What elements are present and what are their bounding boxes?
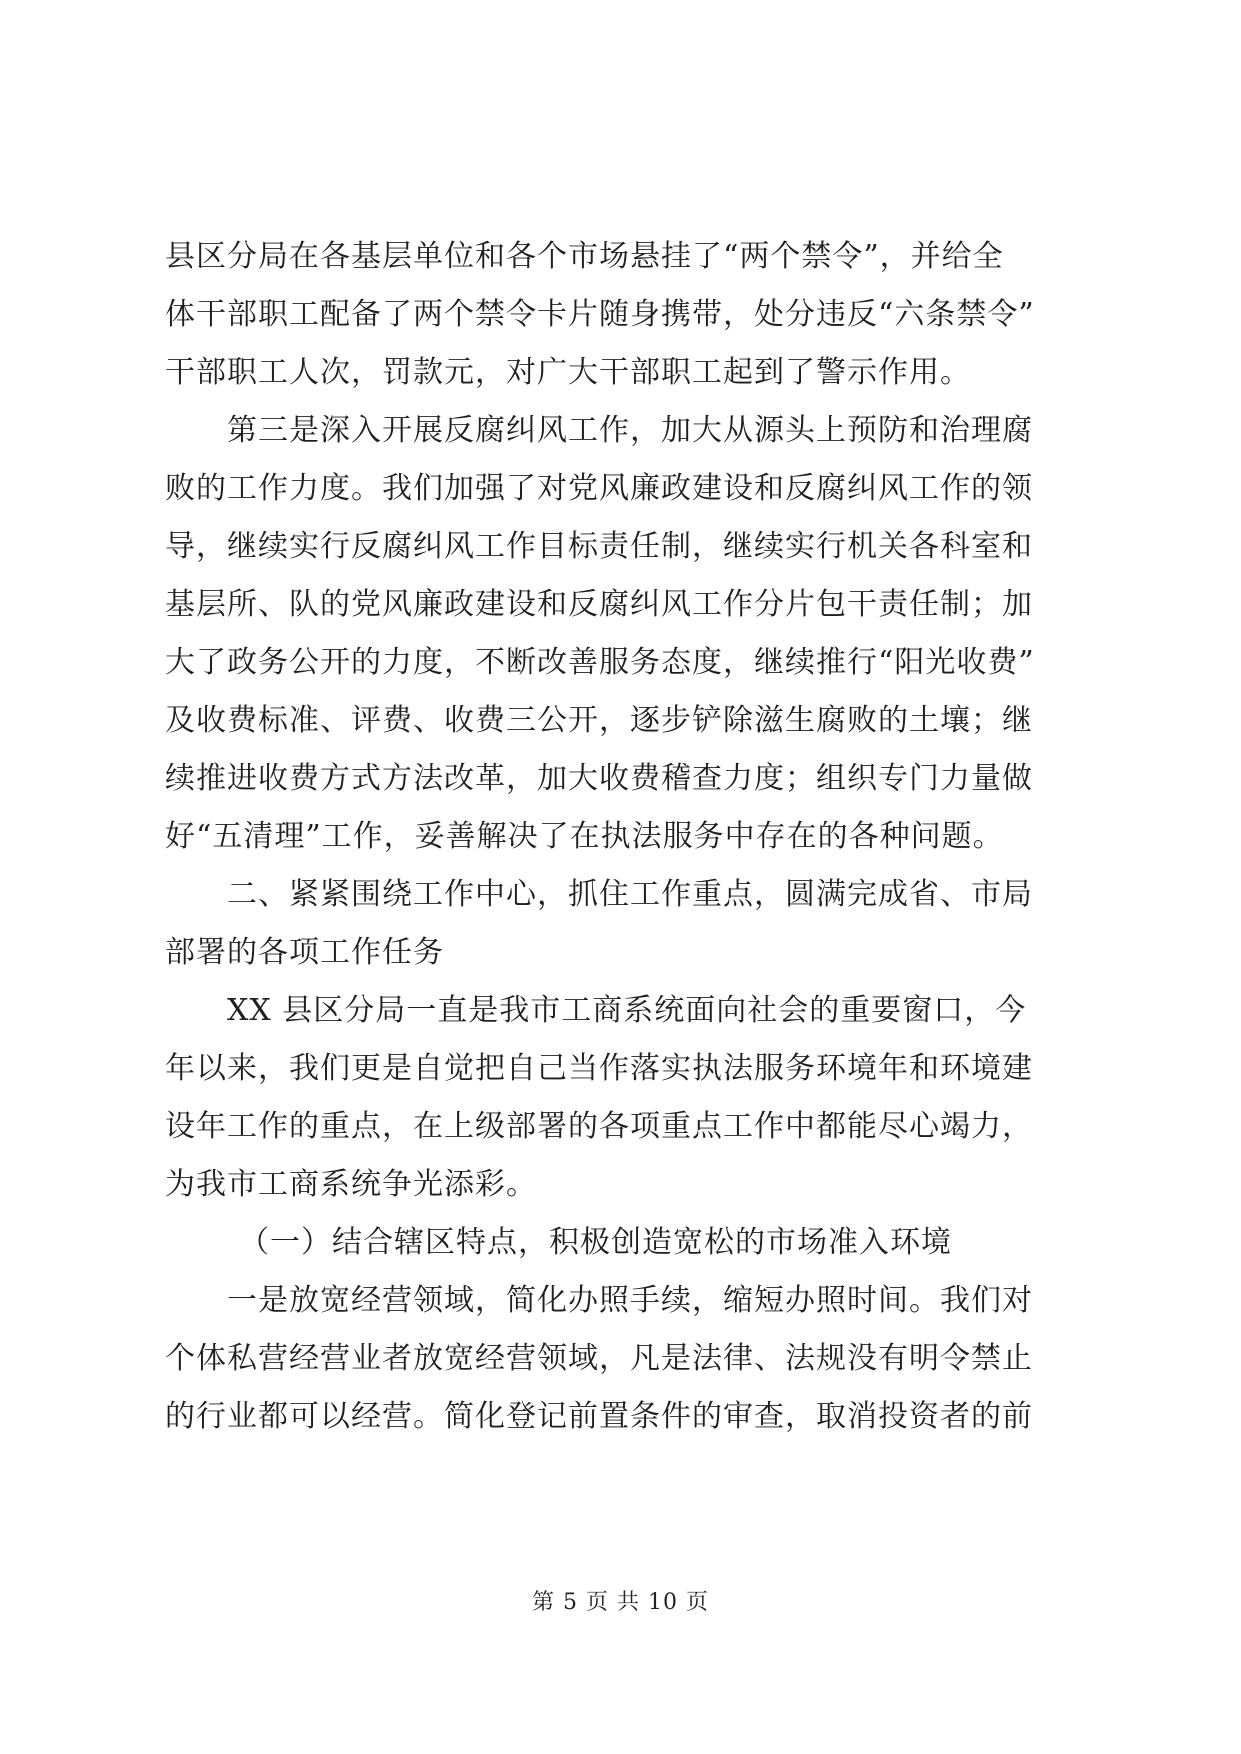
text-line: 导，继续实行反腐纠风工作目标责任制，继续实行机关各科室和 [165,529,1033,564]
text-line: 基层所、队的党风廉政建设和反腐纠风工作分片包干责任制；加 [165,587,1033,622]
text-line: 大了政务公开的力度，不断改善服务态度，继续推行“阳光收费” [165,645,1035,680]
subsection-heading-line: （一）结合辖区特点，积极创造宽松的市场准入环境 [239,1225,952,1260]
body-text [165,228,1085,1446]
text-line: 败的工作力度。我们加强了对党风廉政建设和反腐纠风工作的领 [165,471,1033,506]
text-line: 设年工作的重点，在上级部署的各项重点工作中都能尽心竭力， [165,1109,1033,1144]
text-line: 续推进收费方式方法改革，加大收费稽查力度；组织专门力量做 [165,761,1033,796]
text-line: 干部职工人次，罚款元，对广大干部职工起到了警示作用。 [165,355,971,390]
text-line: 县区分局在各基层单位和各个市场悬挂了“两个禁令”，并给全 [165,239,1004,274]
text-line: 好“五清理”工作，妥善解决了在执法服务中存在的各种问题。 [165,819,1004,854]
paragraph-start-line: XX 县区分局一直是我市工商系统面向社会的重要窗口，今 [227,993,1027,1028]
section-heading-line: 二、紧紧围绕工作中心，抓住工作重点，圆满完成省、市局 [227,877,1033,912]
text-line: 为我市工商系统争光添彩。 [165,1167,537,1202]
section-heading-line: 部署的各项工作任务 [165,935,444,970]
paragraph-start-line: 第三是深入开展反腐纠风工作，加大从源头上预防和治理腐 [227,413,1033,448]
text-line: 的行业都可以经营。简化登记前置条件的审查，取消投资者的前 [165,1399,1033,1434]
text-line: 体干部职工配备了两个禁令卡片随身携带，处分违反“六条禁令” [165,297,1035,332]
text-line: 年以来，我们更是自觉把自己当作落实执法服务环境年和环境建 [165,1051,1033,1086]
text-line: 个体私营经营业者放宽经营领域，凡是法律、法规没有明令禁止 [165,1341,1033,1376]
paragraph-start-line: 一是放宽经营领域，简化办照手续，缩短办照时间。我们对 [227,1283,1033,1318]
page-number-label: 第 5 页 共 10 页 [532,1590,709,1615]
page-footer [0,1585,1241,1616]
text-line: 及收费标准、评费、收费三公开，逐步铲除滋生腐败的土壤；继 [165,703,1033,738]
